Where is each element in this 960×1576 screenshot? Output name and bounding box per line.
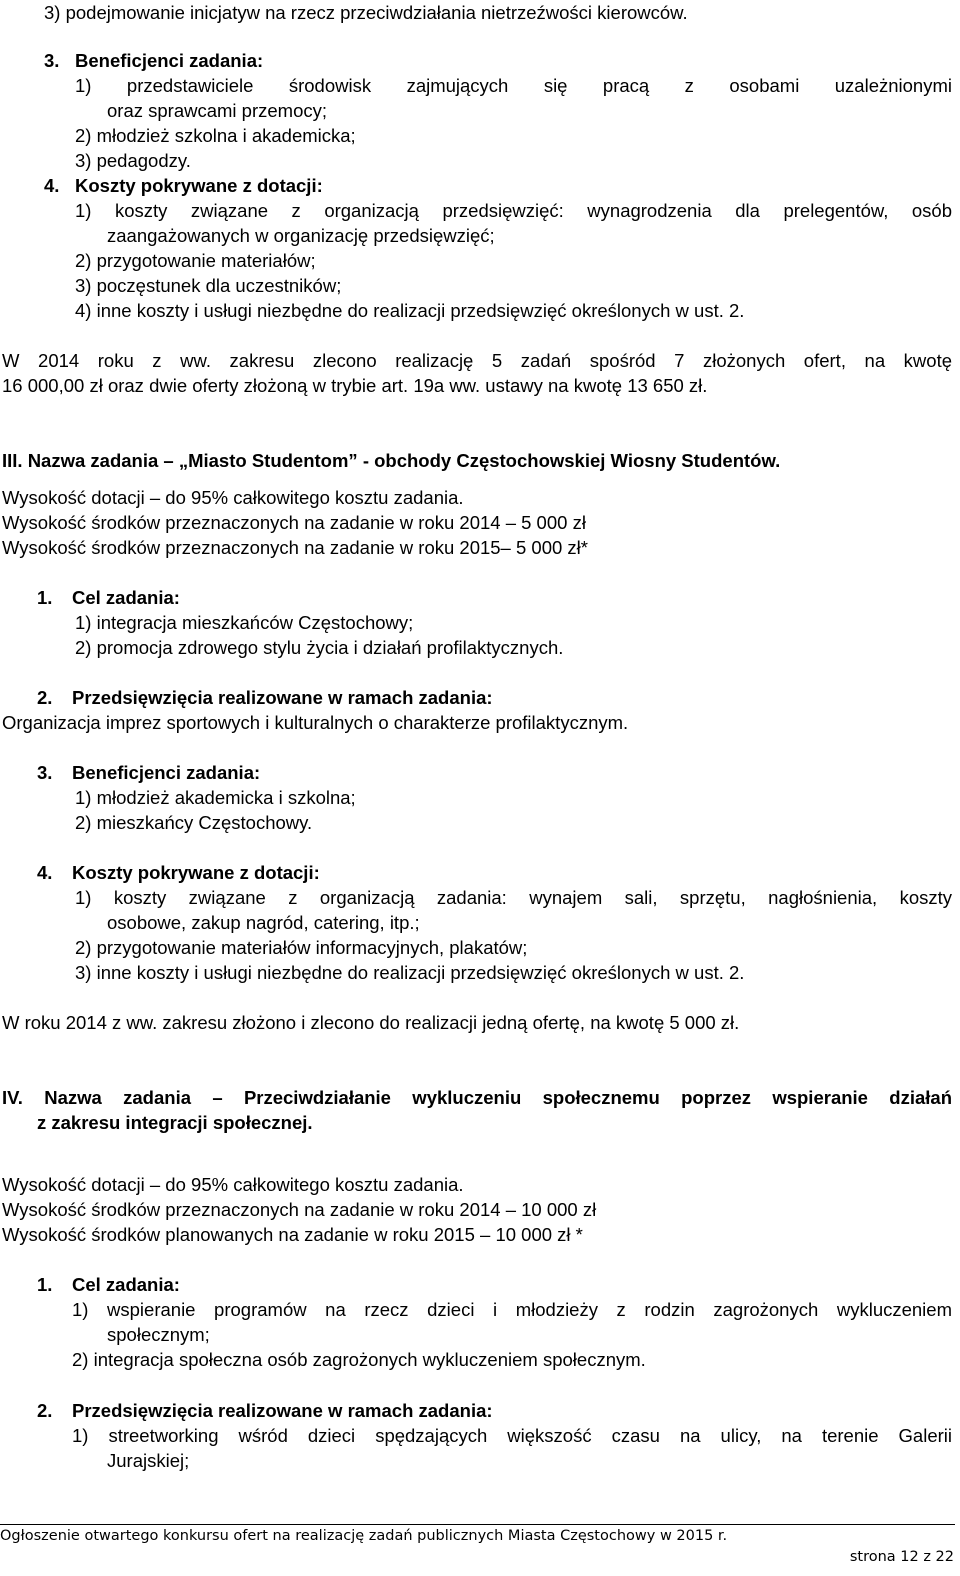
paragraph: 16 000,00 zł oraz dwie oferty złożoną w trybie art. 19a ww. ustawy na kwotę 13 650 zł.	[2, 375, 708, 396]
paragraph: Wysokość środków planowanych na zadanie w roku 2015 – 10 000 zł *	[2, 1224, 583, 1245]
section-number: 4.	[37, 862, 53, 883]
list-item: 2) młodzież szkolna i akademicka;	[75, 125, 356, 146]
list-item: 3) poczęstunek dla uczestników;	[75, 275, 342, 296]
section-number: 2.	[37, 687, 53, 708]
section-heading: Beneficjenci zadania:	[72, 762, 261, 783]
section-number: 4.	[44, 175, 60, 196]
list-item: oraz sprawcami przemocy;	[107, 100, 328, 121]
page-number: strona 12 z 22	[849, 1549, 954, 1565]
list-item: osobowe, zakup nagród, catering, itp.;	[107, 912, 420, 933]
paragraph: W 2014 roku z ww. zakresu zlecono realizację 5 zadań spośród 7 złożonych ofert, na kwotę	[2, 350, 952, 371]
section-number: 2.	[37, 1400, 53, 1421]
list-item: 1) młodzież akademicka i szkolna;	[75, 787, 356, 808]
list-item: 4) inne koszty i usługi niezbędne do realizacji przedsięwzięć określonych w ust. 2.	[75, 300, 745, 321]
paragraph: Wysokość dotacji – do 95% całkowitego kosztu zadania.	[2, 487, 464, 508]
list-item: 2) integracja społeczna osób zagrożonych wykluczeniem społecznym.	[72, 1349, 646, 1370]
list-item: 1) wspieranie programów na rzecz dzieci i młodzieży z rodzin zagrożonych wykluczeniem	[72, 1299, 952, 1320]
paragraph: Wysokość środków przeznaczonych na zadanie w roku 2015– 5 000 zł*	[2, 537, 588, 558]
list-item: 1) integracja mieszkańców Częstochowy;	[75, 612, 414, 633]
list-item: zaangażowanych w organizację przedsięwzięć;	[107, 225, 495, 246]
section-heading: Koszty pokrywane z dotacji:	[75, 175, 323, 196]
section-number: 1.	[37, 1274, 53, 1295]
paragraph: Wysokość dotacji – do 95% całkowitego kosztu zadania.	[2, 1174, 464, 1195]
section-heading: Cel zadania:	[72, 1274, 180, 1295]
section-number: 1.	[37, 587, 53, 608]
footer-text: Ogłoszenie otwartego konkursu ofert na realizację zadań publicznych Miasta Częstochowy w 2015 r.	[0, 1528, 728, 1544]
section-heading: Koszty pokrywane z dotacji:	[72, 862, 320, 883]
section-number: 3.	[44, 50, 60, 71]
list-item: 3) inne koszty i usługi niezbędne do realizacji przedsięwzięć określonych w ust. 2.	[75, 962, 745, 983]
section-heading: Cel zadania:	[72, 587, 180, 608]
section-number: 3.	[37, 762, 53, 783]
paragraph: Organizacja imprez sportowych i kulturalnych o charakterze profilaktycznym.	[2, 712, 629, 733]
list-item: 2) przygotowanie materiałów informacyjnych, plakatów;	[75, 937, 528, 958]
list-item: 2) promocja zdrowego stylu życia i działań profilaktycznych.	[75, 637, 564, 658]
list-item: Jurajskiej;	[107, 1450, 190, 1471]
section-heading: Beneficjenci zadania:	[75, 50, 264, 71]
section-title: IV. Nazwa zadania – Przeciwdziałanie wykluczeniu społecznemu poprzez wspieranie działań	[2, 1087, 952, 1108]
section-title-continued: z zakresu integracji społecznej.	[37, 1112, 313, 1133]
list-item: 1) przedstawiciele środowisk zajmujących się pracą z osobami uzależnionymi	[75, 75, 952, 96]
section-heading: Przedsięwzięcia realizowane w ramach zadania:	[72, 1400, 493, 1421]
list-item: 2) mieszkańcy Częstochowy.	[75, 812, 313, 833]
list-item: 1) koszty związane z organizacją zadania: wynajem sali, sprzętu, nagłośnienia, koszty	[75, 887, 952, 908]
section-title: III. Nazwa zadania – „Miasto Studentom” - obchody Częstochowskiej Wiosny Studentów.	[2, 450, 781, 471]
footer-divider	[0, 1524, 955, 1525]
list-item: 1) koszty związane z organizacją przedsięwzięć: wynagrodzenia dla prelegentów, osób	[75, 200, 952, 221]
paragraph: W roku 2014 z ww. zakresu złożono i zlecono do realizacji jedną ofertę, na kwotę 5 000 zł.	[2, 1012, 740, 1033]
list-item: 1) streetworking wśród dzieci spędzających większość czasu na ulicy, na terenie Galerii	[72, 1425, 952, 1446]
paragraph: Wysokość środków przeznaczonych na zadanie w roku 2014 – 10 000 zł	[2, 1199, 597, 1220]
list-item: 3) pedagodzy.	[75, 150, 191, 171]
paragraph: Wysokość środków przeznaczonych na zadanie w roku 2014 – 5 000 zł	[2, 512, 586, 533]
list-item: 3) podejmowanie inicjatyw na rzecz przeciwdziałania nietrzeźwości kierowców.	[44, 2, 688, 23]
list-item: społecznym;	[107, 1324, 210, 1345]
list-item: 2) przygotowanie materiałów;	[75, 250, 316, 271]
section-heading: Przedsięwzięcia realizowane w ramach zadania:	[72, 687, 493, 708]
